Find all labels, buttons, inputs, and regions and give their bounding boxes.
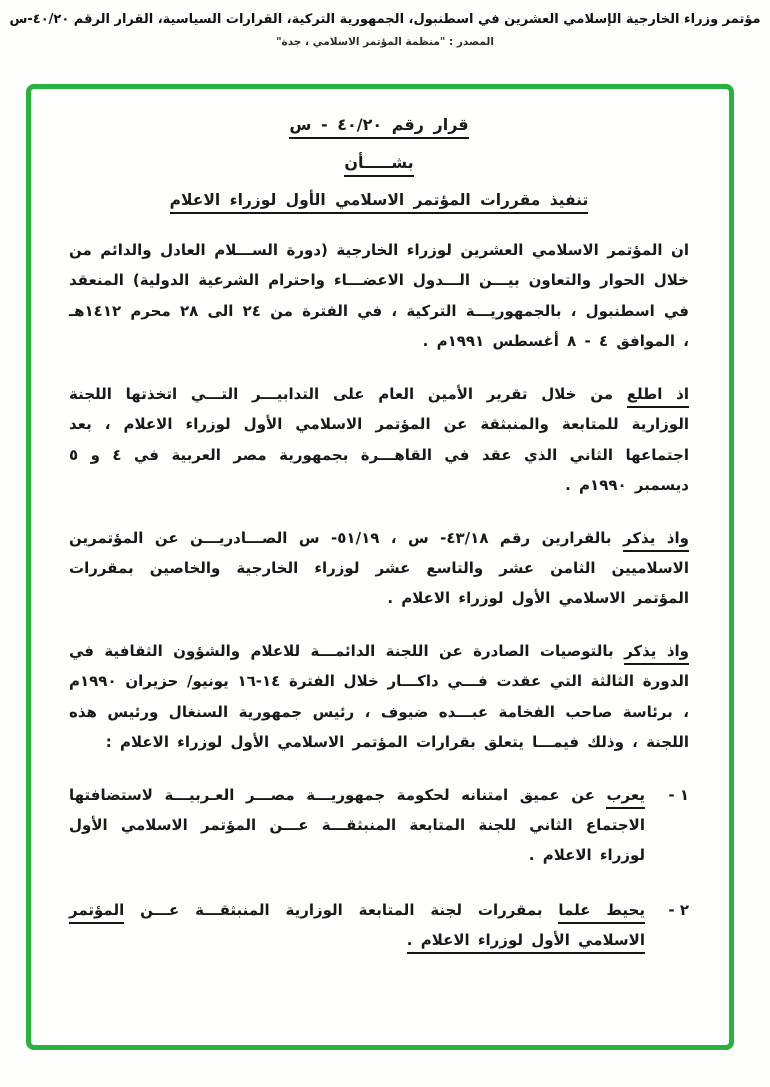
decision-heading [69, 115, 689, 209]
paragraph-text: من خلال تقرير الأمين العام على التدابيـــر التـــي اتخذتها اللجنة الوزارية للمتابعة والمنبثقة عن المؤتمر الاسلامي الأول لوزراء الاعلام ، بعد اجتماعها الثاني الذي عقد في القاهـــرة بجمهورية مصر العربية في ٤ و ٥ ديسمبر ١٩٩٠م . [69, 384, 689, 495]
item-body-text: بمقررات لجنة المتابعة الوزارية المنبثقـــة عـــن [140, 900, 543, 919]
paragraph-lead: واذ يذكر [623, 529, 689, 552]
document-source: المصدر : "منظمة المؤتمر الاسلامي ، جدة" [276, 36, 494, 48]
item-text [69, 895, 645, 956]
item-number: ٢ - [668, 900, 689, 919]
item-lead: يحيط علما [558, 901, 645, 924]
paragraph-lead: واذ يذكر [624, 642, 689, 665]
page-header [0, 0, 770, 48]
subject-label: بشـــــأن [344, 153, 413, 177]
item-text [69, 780, 645, 871]
subject-label-line [69, 153, 689, 172]
resolution-item-2 [69, 895, 689, 956]
paragraph-text: بالقرارين رقم ٤٣/١٨- س ، ٥١/١٩- س الصـــادريـــن عن المؤتمرين الاسلاميين الثامن عشر والتاسع عشر لوزراء الخارجية والخاصين بمقررات المؤتمر الاسلامي الأول لوزراء الاعلام . [69, 528, 689, 608]
decision-number: قرار رقم ٤٠/٢٠ - س [289, 115, 468, 139]
paragraph-text: بالتوصيات الصادرة عن اللجنة الدائمـــة للاعلام والشؤون الثقافية في الدورة الثالثة التي عقدت فـــي داكـــار خلال الفترة ١٤-١٦ يونيو/ حزيران ١٩٩٠م ، برئاسة صاحب الفخامة عبـــده ضيوف ، رئيس جمهورية السنغال ورئيس هذه اللجنة ، وذلك فيمـــا يتعلق بقرارات المؤتمر الاسلامي الأول لوزراء الاعلام : [69, 641, 690, 752]
paragraph-lead: اذ اطلع [627, 385, 689, 408]
item-underlined-tail: المؤتمر الاسلامي الأول لوزراء الاعلام . [69, 901, 645, 954]
paragraph-recital-2 [69, 523, 689, 614]
paragraph-recital-3 [69, 636, 689, 758]
resolution-item-1 [69, 780, 689, 871]
document-reference-title: مؤتمر وزراء الخارجية الإسلامي العشرين في اسطنبول، الجمهورية التركية، القرارات السياسية، القرار الرقم ٤٠/٢٠-س [9, 12, 761, 27]
paragraph-preamble [69, 235, 689, 357]
item-lead: يعرب [606, 786, 645, 809]
decision-number-line [69, 115, 689, 134]
paragraph-text: ان المؤتمر الاسلامي العشرين لوزراء الخارجية (دورة الســـلام العادل والدائم من خلال الحوار والتعاون بيـــن الـــدول الاعضـــاء واحترام الشرعية الدولية) المنعقد في اسطنبول ، بالجمهوريـــة التركية ، في الفترة من ٢٤ الى ٢٨ محرم ١٤١٢هـ ، الموافق ٤ - ٨ أغسطس ١٩٩١م . [69, 241, 689, 351]
document-frame [26, 84, 734, 1050]
subject-text: تنفيذ مقررات المؤتمر الاسلامي الأول لوزراء الاعلام [170, 191, 589, 214]
item-number: ١ - [668, 785, 689, 804]
paragraph-recital-1 [69, 379, 689, 501]
item-body-text: عن عميق امتنانه لحكومة جمهوريـــة مصـــر العـربيـــة لاستضافتها الاجتماع الثاني للجنة المتابعة المنبثقـــة عـــن المؤتمر الاسلامي الأول لوزراء الاعلام . [69, 785, 645, 865]
subject-line [69, 191, 689, 209]
